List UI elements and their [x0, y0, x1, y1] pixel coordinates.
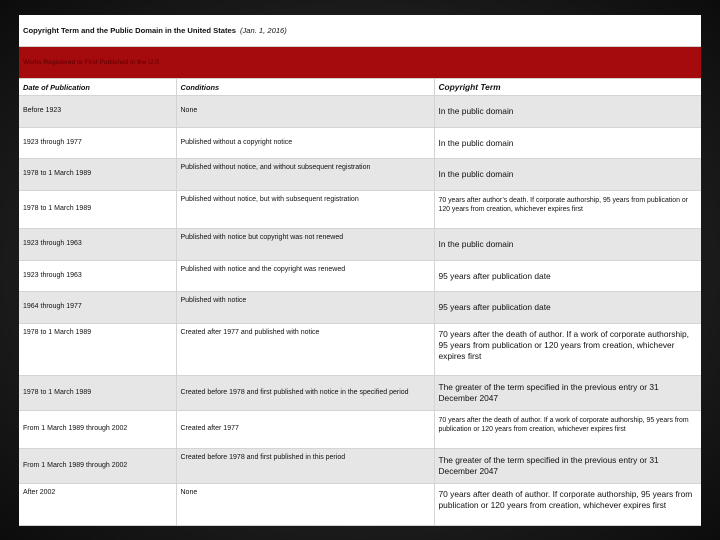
table-row: [19, 229, 701, 261]
slide: [19, 15, 701, 526]
cell-term: In the public domain: [434, 159, 701, 191]
cell-term: In the public domain: [434, 128, 701, 159]
table-title-row: [19, 15, 701, 47]
cell-date: 1964 through 1977: [19, 292, 176, 324]
cell-date: 1978 to 1 March 1989: [19, 324, 176, 376]
cell-date: 1923 through 1977: [19, 128, 176, 159]
table-row: [19, 261, 701, 292]
cell-term: 70 years after author’s death. If corporate authorship, 95 years from publication or 120 years from creation, whichever expires first: [434, 191, 701, 229]
table-row: [19, 159, 701, 191]
cell-date: 1923 through 1963: [19, 261, 176, 292]
cell-term: 95 years after publication date: [434, 261, 701, 292]
cell-conditions: Published with notice: [176, 292, 434, 324]
cell-conditions: Published without a copyright notice: [176, 128, 434, 159]
cell-conditions: Created before 1978 and first published in this period: [176, 449, 434, 484]
cell-conditions: Created after 1977: [176, 411, 434, 449]
section-banner-label: Works Registered or First Published in the U.S.: [23, 59, 162, 66]
cell-conditions: None: [176, 96, 434, 128]
table-header-row: [19, 79, 701, 96]
table-row: [19, 128, 701, 159]
header-date: Date of Publication: [19, 79, 176, 96]
cell-date: 1978 to 1 March 1989: [19, 191, 176, 229]
table-row: [19, 96, 701, 128]
cell-date: Before 1923: [19, 96, 176, 128]
table-row: [19, 324, 701, 376]
cell-term: In the public domain: [434, 229, 701, 261]
cell-term: The greater of the term specified in the previous entry or 31 December 2047: [434, 376, 701, 411]
cell-date: From 1 March 1989 through 2002: [19, 411, 176, 449]
table-row: [19, 376, 701, 411]
table-title: Copyright Term and the Public Domain in the United States: [23, 26, 236, 35]
section-banner: [19, 47, 701, 79]
header-conditions: Conditions: [176, 79, 434, 96]
cell-conditions: Published without notice, and without subsequent registration: [176, 159, 434, 191]
cell-conditions: Created before 1978 and first published with notice in the specified period: [176, 376, 434, 411]
cell-conditions: Published without notice, but with subsequent registration: [176, 191, 434, 229]
table-row: [19, 449, 701, 484]
cell-date: 1978 to 1 March 1989: [19, 376, 176, 411]
cell-term: 70 years after death of author. If corporate authorship, 95 years from publication or 120 years from creation, whichever expires first: [434, 484, 701, 526]
table-title-date: (Jan. 1, 2016): [239, 26, 287, 35]
cell-date: From 1 March 1989 through 2002: [19, 449, 176, 484]
cell-conditions: Created after 1977 and published with notice: [176, 324, 434, 376]
table-row: [19, 292, 701, 324]
table-row: [19, 191, 701, 229]
cell-term: 95 years after publication date: [434, 292, 701, 324]
cell-date: 1923 through 1963: [19, 229, 176, 261]
table-row: [19, 484, 701, 526]
cell-date: 1978 to 1 March 1989: [19, 159, 176, 191]
cell-conditions: Published with notice and the copyright was renewed: [176, 261, 434, 292]
cell-conditions: None: [176, 484, 434, 526]
cell-term: In the public domain: [434, 96, 701, 128]
copyright-table: [19, 79, 701, 526]
cell-date: After 2002: [19, 484, 176, 526]
cell-term: 70 years after the death of author. If a work of corporate authorship, 95 years from publication or 120 years from creation, whichever expires first: [434, 324, 701, 376]
header-term: Copyright Term: [434, 79, 701, 96]
table-row: [19, 411, 701, 449]
cell-conditions: Published with notice but copyright was not renewed: [176, 229, 434, 261]
cell-term: The greater of the term specified in the previous entry or 31 December 2047: [434, 449, 701, 484]
cell-term: 70 years after the death of author. If a work of corporate authorship, 95 years from publication or 120 years from creation, whichever expires first: [434, 411, 701, 449]
